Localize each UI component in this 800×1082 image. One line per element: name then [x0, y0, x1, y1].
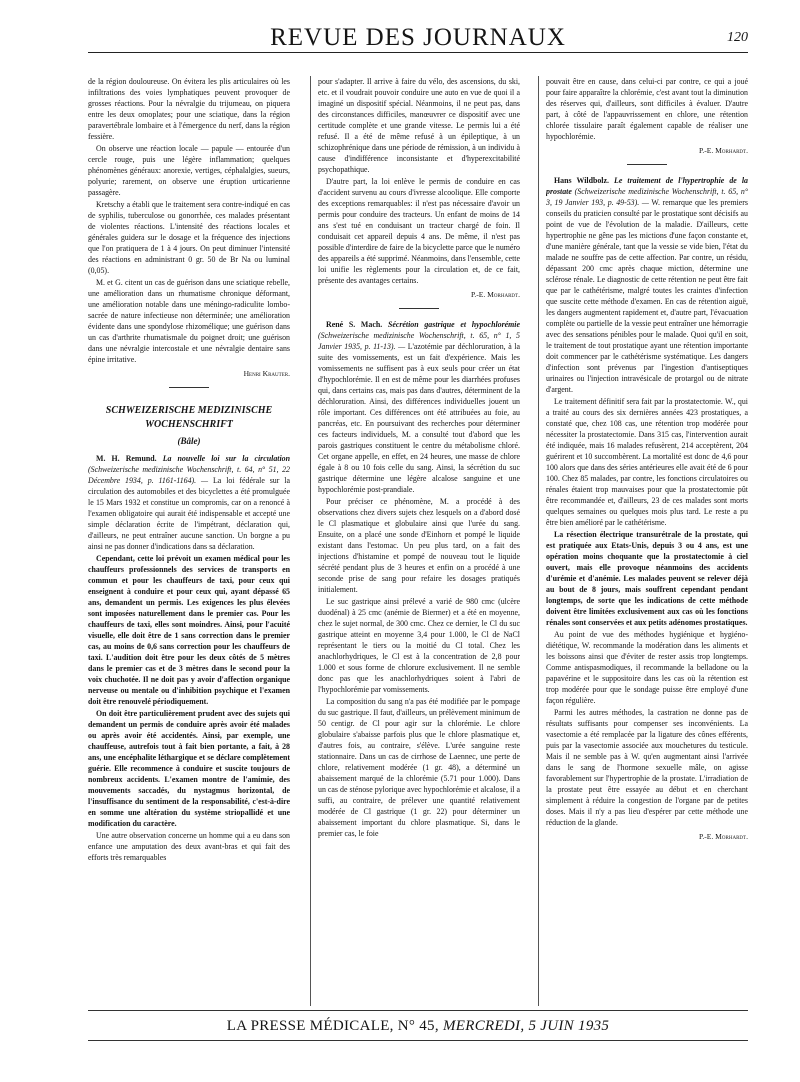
article-author: Hans Wildbolz. — [554, 176, 609, 185]
paragraph: On doit être particulièrement prudent avec des sujets qui demandent un permis de conduire après avoir été malades ou après avoir été accidentés. Ainsi, par exemple, une chauffeuse, autrefois tout à fait bien portante, a fait, à 28 ans, une encéphalite léthargique et se déclare complètement guérie. Elle recommence à conduire et suscite toujours de nombreux accidents. L'examen montre de l'amimie, des mouvements saccadés, du nystagmus horizontal, de l'insuffisance du sentiment de la responsabilité, c'est-à-dire en somme une altération du système striopallidé et une modification du caractère. — [88, 709, 290, 828]
article-reference: (Schweizerische medizinische Wochenschrift, t. 65, n° 3, 19 Janvier 193, p. 49-53). — — [546, 187, 748, 207]
paragraph: Pour préciser ce phénomène, M. a procédé à des observations chez divers sujets chez lesquels on a d'abord dosé le Cl plasmatique et globulaire ainsi que l'urée du sang. Ensuite, on a placé une sonde d'Einhorn et pompé le liquide existant dans l'estomac. Un peu plus tard, on a fait des injections d'histamine et pompé de nouveau tout le liquide sécrété pendant plus de 3 heures et enfin on a procédé à une seconde prise de sang pour refaire les dosages pratiqués initialement. — [318, 497, 520, 594]
footer-rule-top — [88, 1010, 748, 1011]
paragraph: pour s'adapter. Il arrive à faire du vélo, des ascensions, du ski, etc. et il voudrait pouvoir conduire une auto en vue de quoi il a imaginé un dispositif spécial. Néanmoins, il ne peut pas, dans des circonstances difficiles, manœuvrer ce dispositif avec une certitude complète et une grande vitesse. Le permis lui a été refusé. Il a été de même refusé à un épileptique, à un schizophrénique dans une période de rémission, à un individu à cause d'indifférence inconsistante et d'hyperexcitabilité psychopathique. — [318, 77, 520, 174]
journal-heading: SCHWEIZERISCHE MEDIZINISCHE WOCHENSCHRIFT — [105, 405, 273, 430]
article-heading — [318, 319, 520, 495]
article-text: W. remarque que les premiers conseils du praticien consulté par le prostatique sont décisifs au point de vue de l'évolution de la maladie. D'ailleurs, cette hypertrophie ne gêne pas les mictions d'une façon constante et, d'une manière générale, tant que la vessie se vide bien, l'état du malade ne souffre pas de cette affection. Par contre, un résidu, dépassant 200 cmc après chaque miction, détermine une sclérose rénale. Le diagnostic de cette rétention ne peut être fait que par le cathétérisme, malgré toutes les craintes d'infection que suscite cette méthode d'examen. En cas de rétention aiguë, les dangers augmentent rapidement et, d'autre part, l'évacuation complète ou partielle de la vessie peut entraîner une hémorragie avec des sensations pénibles pour le malade. Quoi qu'il en soit, le traitement de tout prostatique ayant une rétention importante doit commencer par le cathétérisme systématique. Les dangers d'infection sont prévenus par l'ingestion d'antiseptiques urinaires ou l'injection intravésicale de protargol ou de nitrate d'argent. — [546, 198, 748, 394]
section-divider — [169, 387, 209, 388]
paragraph: Le suc gastrique ainsi prélevé a varié de 980 cmc (ulcère duodénal) à 25 cmc (anémie de Biermer) et a été en moyenne, chez le sujet normal, de 300 cmc. Chez ce dernier, le Cl du suc gastrique atteint en moyenne 3,4 pour 1.000, le Cl de NaCl représentant le tiers ou la moitié du Cl total. Chez les anachlorhydriques, le Cl est à la concentration de 2,8 pour 1.000 et sous forme de chlorure exclusivement. Il ne semble donc pas que les anachlorhydriques soient à l'abri de l'hypochlorémie par vomissements. — [318, 597, 520, 694]
article-title: Le traitement de l'hypertrophie de la prostate — [546, 176, 748, 196]
footer-date: MERCREDI, 5 JUIN 1935 — [442, 1018, 610, 1034]
article-title: Sécrétion gastrique et hypochlorémie — [387, 320, 520, 329]
signature: P.-E. Morhardt. — [698, 146, 748, 155]
article-author: M. H. Remund. — [96, 454, 157, 463]
section-divider — [399, 308, 439, 309]
article-heading — [546, 175, 748, 395]
paragraph: Cependant, cette loi prévoit un examen médical pour les chauffeurs professionnels des services de transports en commun et pour les chauffeurs de taxi, pour ceux qui enseignent à conduire et pour ceux qui, ayant dépassé 65 ans, demandent un permis. Les exigences les plus élevées sont imposées naturellement dans le premier cas. Pour les chauffeurs de taxi, elles sont moindres. Ainsi, pour l'acuité visuelle, elle doit être de 1 sans correction dans le premier cas, au moins de 0,6 sans correction pour les chauffeurs de taxi. L'audition doit être pour les deux côtés de 5 mètres dans le premier cas et de 3 mètres dans le second pour la voix chuchotée. Il ne doit pas y avoir d'affection organique nerveuse ou mentale ou d'inhibition psychique et l'examen doit être renouvelé périodiquement. — [88, 554, 290, 706]
page-header — [88, 22, 748, 52]
column-divider — [310, 76, 311, 1006]
running-title: REVUE DES JOURNAUX — [270, 24, 566, 51]
paragraph: Une autre observation concerne un homme qui a eu dans son enfance une amputation des deux avant-bras et qui fait des efforts très remarquables — [88, 831, 290, 862]
paragraph: Le traitement définitif sera fait par la prostatectomie. W., qui a traité au cours des six dernières années 423 prostatiques, a constaté que, chez 108 cas, une rétention trop modérée pour nécessiter la prostatectomie. Dans 315 cas, l'intervention aurait été indiquée, mais 16 malades refusèrent, 214 acceptèrent, 204 guérirent et 10 succombèrent. La mortalité est donc de 4,6 pour 100 alors que dans des séries antérieures elle avait été de 6 pour 100. Chez 85 malades, par contre, les fonctions circulatoires ou rénales étaient trop mauvaises pour que la prostatectomie pût être recommandée et, d'ailleurs, 23 de ces malades sont morts quelques semaines ou quelques mois plus tard. Le reste a pu être bien amélioré par le cathétérisme. — [546, 397, 748, 527]
section-divider — [627, 164, 667, 165]
paragraph: de la région douloureuse. On évitera les plis articulaires où les infiltrations des voies lymphatiques peuvent provoquer de grosses réactions. Pour la névralgie du trijumeau, on piquera entre les deux omoplates; pour une sciatique, dans la région paravertébrale lombaire et à l'émergence du nerf, dans la région fessière. — [88, 77, 290, 141]
footer-rule-bottom — [88, 1040, 748, 1041]
paragraph: D'autre part, la loi enlève le permis de conduire en cas d'accident survenu au cours d'ivresse alcoolique. Elle comporte des exceptions remarquables: il n'est pas nécessaire d'avoir un permis pour conduire des tracteurs. Un enfant de moins de 14 ans s'est tué en conduisant un tracteur chargé de foin. Il conduisait cet appareil depuis 4 ans. De même, il n'est pas possible d'interdire de faire de la bicyclette parce que le numéro des appareils a été supprimé. Néanmoins, dans l'ensemble, cette loi unifie les règlements pour la circulation et, de ce fait, présente des avantages certains. — [318, 177, 520, 285]
paragraph: M. et G. citent un cas de guérison dans une sciatique rebelle, une amélioration dans un rhumatisme chronique déformant, une amélioration notable dans une méningo-radiculite lombo-sacrée de nature infectieuse non déterminée; une amélioration évidente dans une spondylose rhizomélique; une guérison dans un cas d'arthrite rhumatismale du poignet droit; une guérison dans une névralgie intercostale et une névralgie dentaire sans épine irritative. — [88, 278, 290, 364]
page-number: 120 — [727, 30, 748, 45]
article-text: La loi fédérale sur la circulation des automobiles et des bicyclettes a été promulguée le 15 Mars 1932 et constitue un compromis, car on a renoncé à l'examen obligatoire qui aurait été indispensable et accepté une simple déclaration écrite de l'impétrant, déclaration qui, d'ailleurs, ne peut entraîner aucune sanction. Un borgne a pu ainsi ne pas donner d'indications dans sa déclaration. — [88, 476, 290, 551]
paragraph: Parmi les autres méthodes, la castration ne donne pas de résultats suffisants pour compenser ses inconvénients. La vasectomie a été remplacée par la ligature des cônes efférents, puis par la vasectomie associée aux mouchetures du testicule. Mais il ne semble pas à W. qu'en augmentant ainsi l'arrivée dans le sang de l'hormone sexuelle mâle, on agisse favorablement sur l'hypertrophie de la prostate. L'irradiation de la prostate peut être essayée au début et en cherchant simplement à réduire la congestion de l'organe par de petites doses. Mais il n'y a pas lieu d'espérer par cette méthode une réduction de la glande. — [546, 708, 748, 827]
article-reference: (Schweizerische medizinische Wochenschrift, t. 64, n° 51, 22 Décembre 1934, p. 1161-1164). — — [88, 465, 290, 485]
column-2 — [318, 76, 520, 1006]
column-divider — [538, 76, 539, 1006]
column-1 — [88, 76, 290, 1006]
signature: Henri Krauter. — [243, 369, 290, 378]
paragraph: Kretschy a établi que le traitement sera contre-indiqué en cas de syphilis, tuberculose ou gonorrhée, ces malades présentant de violentes réactions. L'intensité des réactions locales et générales guidera sur le dosage et la fréquence des injections que l'on pratiquera de 1 à 4 jours. On peut diminuer l'intensité des réactions en administrant 0 gr. 50 de Br Na ou luminal (0,05). — [88, 200, 290, 275]
article-author: René S. Mach. — [326, 320, 383, 329]
signature: P.-E. Morhardt. — [698, 832, 748, 841]
article-reference: (Schweizerische medizinische Wochenschrift, t. 65, n° 1, 5 Janvier 1935, p. 11-13). — — [318, 331, 520, 351]
footer-journal: LA PRESSE MÉDICALE, N° 45, — [226, 1018, 439, 1034]
article-title: La nouvelle loi sur la circulation — [162, 454, 290, 463]
page-footer — [88, 1018, 748, 1035]
paragraph: Au point de vue des méthodes hygiénique et hygiéno-diététique, W. recommande la modération dans les aliments et les boissons ainsi que d'éviter de rester assis trop longtemps. Comme antispasmodiques, il recommande la belladone ou la papavérine et le suppositoire dans les cas où la rétention est trop modérée pour que le sondage puisse être employé d'une façon régulière. — [546, 630, 748, 705]
header-rule — [88, 52, 748, 53]
journal-place: (Bâle) — [177, 436, 201, 446]
article-heading — [88, 453, 290, 552]
paragraph: La composition du sang n'a pas été modifiée par le pompage du suc gastrique. Il faut, d'ailleurs, un prélèvement minimum de 50 centigr. de Cl pour agir sur la chlorémie. Le chlore globulaire s'abaisse parfois plus que le chlore plasmatique et, d'autres fois, au contraire, s'élève. L'urée sanguine reste stationnaire. Dans un cas de cirrhose de Laennec, une perte de chlore, relativement modérée (1 gr. 48), a déterminé un abaissement marqué de la chlorémie (5.71 pour 1.000). Dans un cas de sténose pylorique avec hypochlorémie et alcalose, il a suffi, au contraire, de prélever une quantité relativement modérée de Cl gastrique (1 gr. 22) pour déterminer un abaissement important du chlore plasmatique. Si, dans le premier cas, le foie — [318, 697, 520, 838]
article-text: L'azotémie par déchloruration, à la suite des vomissements, est un fait d'expérience. Mais les vomissements ne suffisent pas à eux seuls pour créer un état d'hypochlorémie. Il en est de même pour les diarrhées profuses qui, dans certains cas, mais pas dans d'autres, déterminent de la déchloruration. Ainsi, des différences individuelles jouent un rôle important. Ces différences ont été attribuées au foie, au pancréas, etc. En poursuivant des recherches pour déterminer ces facteurs individuels, M. a consulté tout d'abord que les parois gastriques constituent le centre du métabolisme chloré. Cet organe appelle, en effet, en 24 heures, une masse de chlore égale à 8 ou 10 fois celle du sang. Ainsi, la sécrétion du suc gastrique détermine une légère alcalose sanguine et une hypochlorémie post-prandiale. — [318, 342, 520, 494]
signature: P.-E. Morhardt. — [470, 290, 520, 299]
paragraph: La résection électrique transurétrale de la prostate, qui est pratiquée aux Etats-Unis, depuis 3 ou 4 ans, est une opération moins choquante que la prostatectomie à ciel ouvert, mais elle provoque néanmoins des accidents d'urémie et d'anémie. Les malades peuvent se relever déjà au bout de 8 jours, mais souffrent cependant pendant longtemps, de sorte que les indications de cette méthode doivent être limitées exclusivement aux cas où les fonctions rénales sont conservées et aux petits adénomes prostatiques. — [546, 530, 748, 627]
paragraph: pouvait être en cause, dans celui-ci par contre, ce qui a joué pour faire apparaître la chlorémie, c'est avant tout la diminution des réserves qui, d'ailleurs, sont difficiles à évaluer. D'autre part, à côté de l'appauvrissement en chlore, une rétention chlorée tissulaire paraît également capable de réaliser une hypochlorémie. — [546, 77, 748, 141]
column-3 — [546, 76, 748, 1006]
paragraph: On observe une réaction locale — papule — entourée d'un cercle rouge, puis une légère inflammation; quelques phénomènes généraux: anorexie, vertiges, céphalalgies, sueurs, polyurie; rarement, on observe une éruption urticarienne passagère. — [88, 144, 290, 197]
